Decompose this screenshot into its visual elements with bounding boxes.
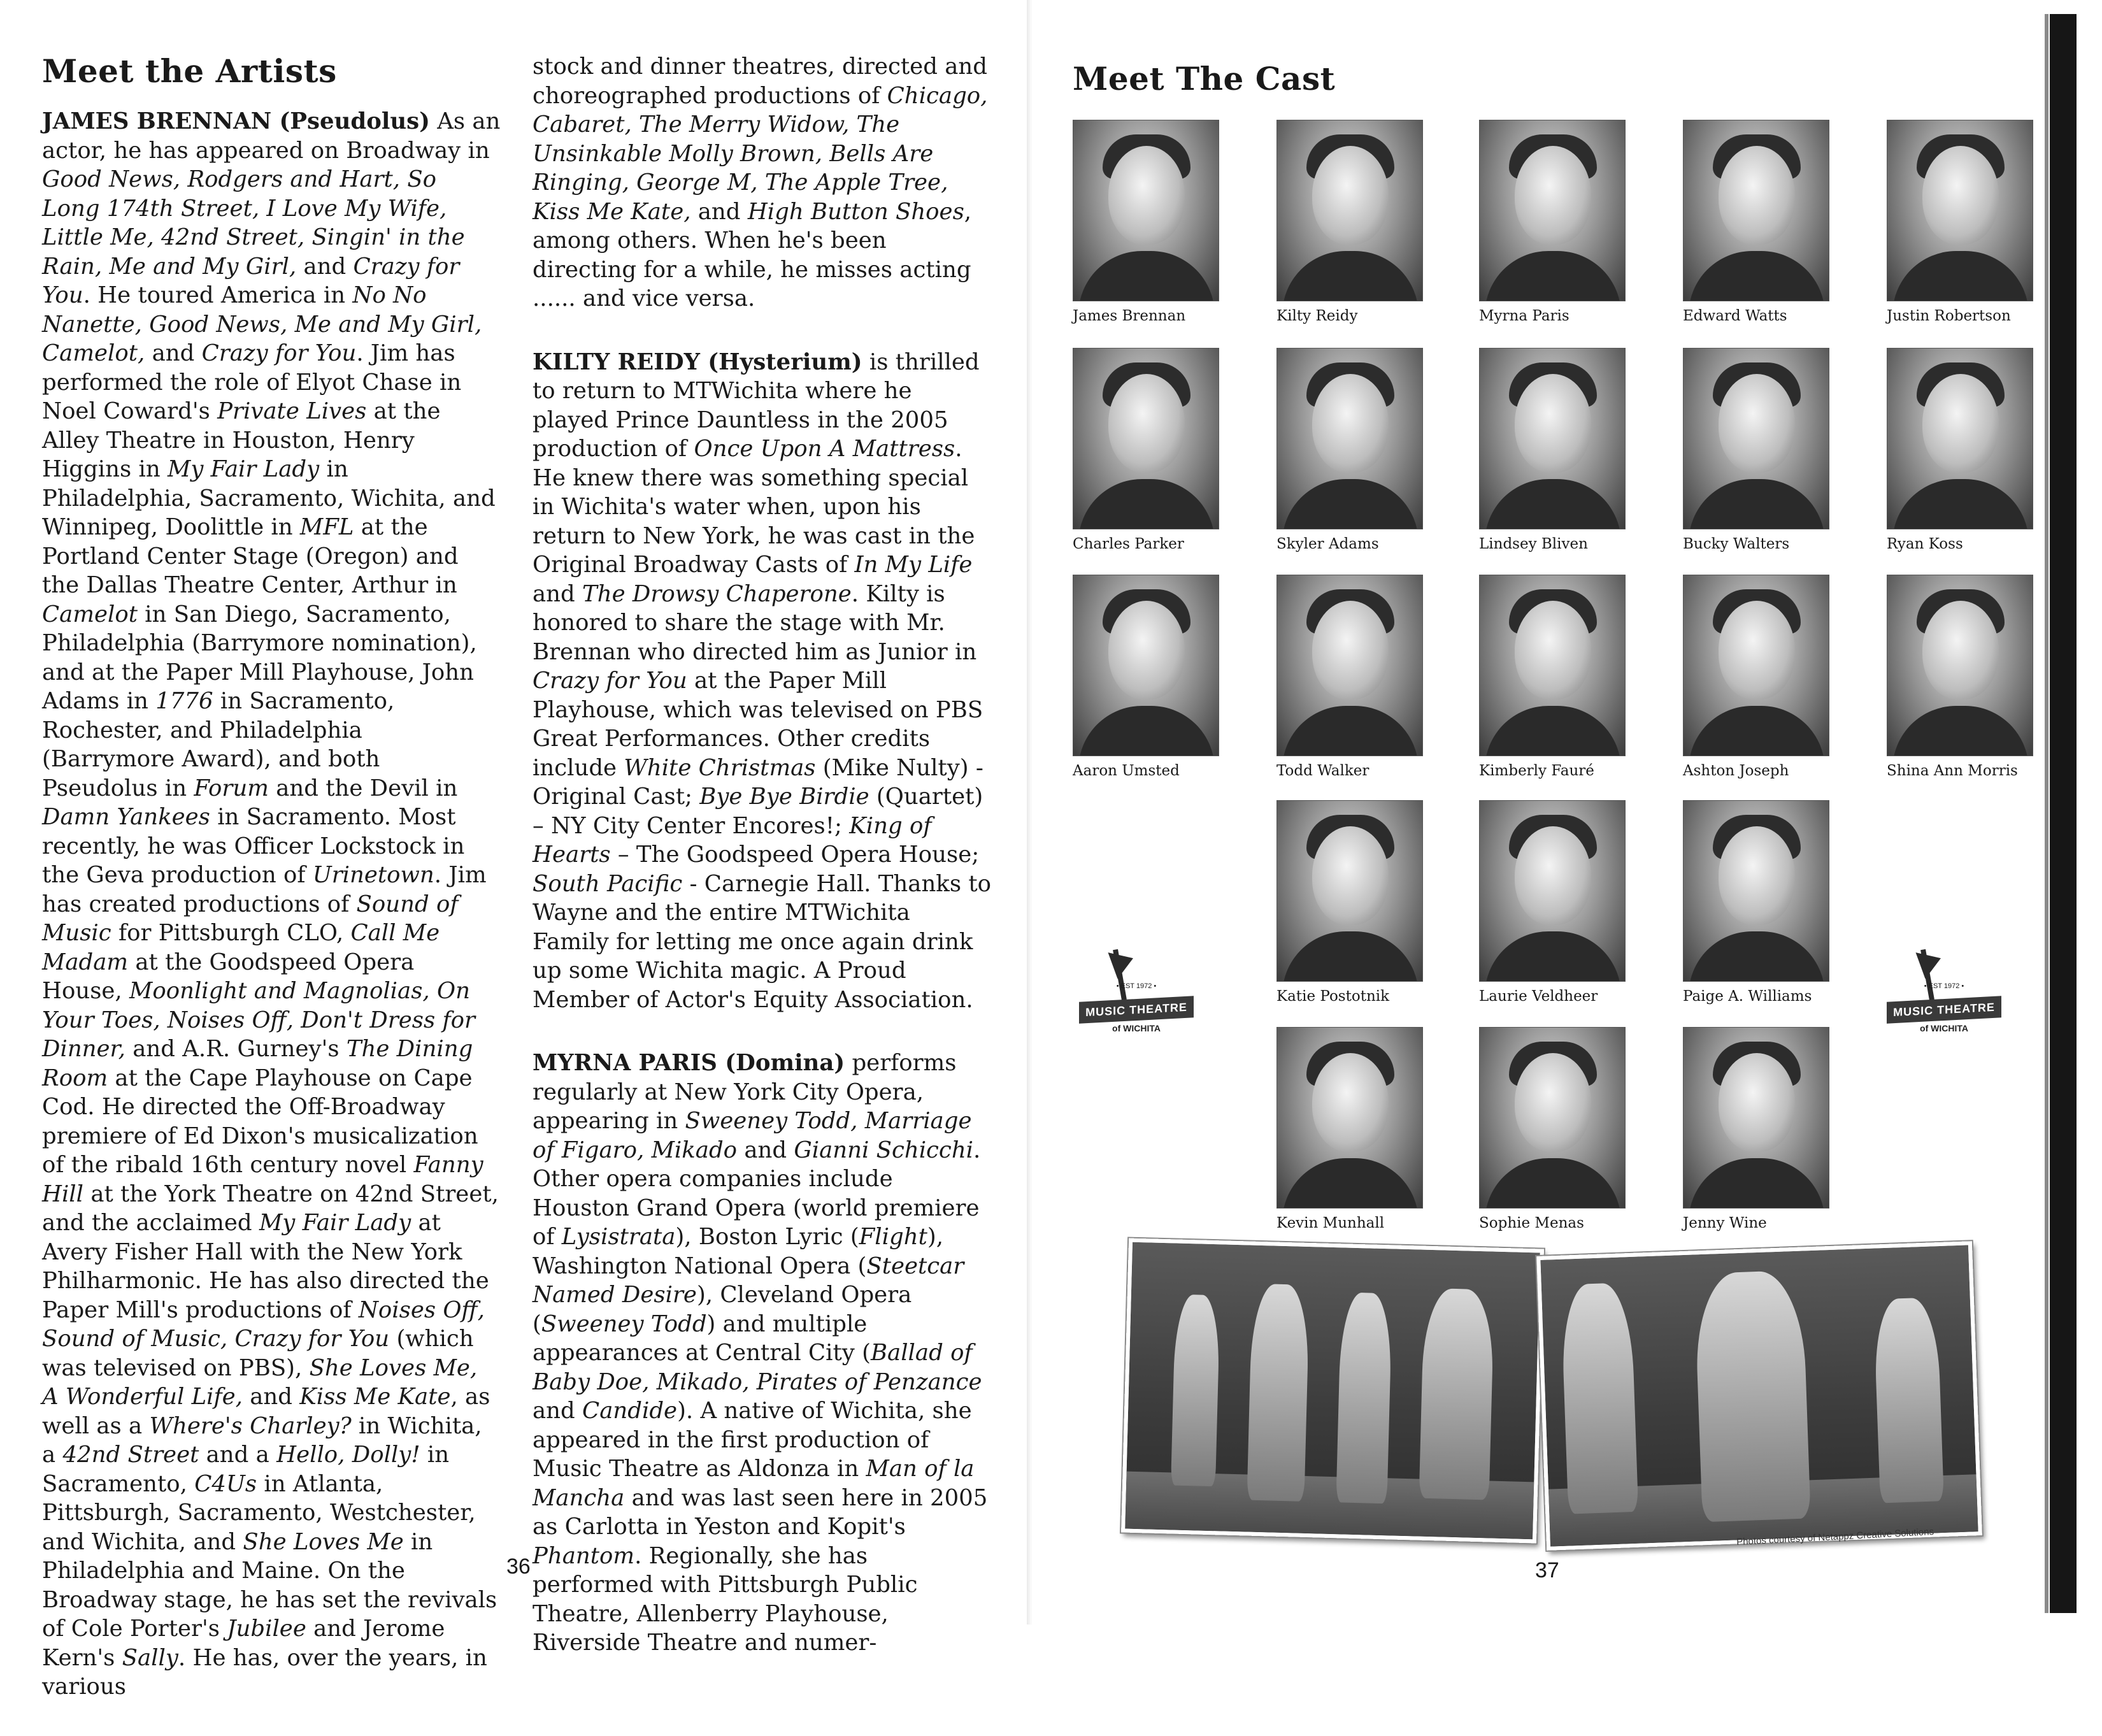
italic-title: She Loves Me	[243, 1528, 404, 1555]
cast-member-card	[1887, 348, 2033, 552]
bio-text: and	[690, 198, 748, 225]
cast-member-card	[1073, 120, 1219, 324]
bio-text: (Mike Nulty) - Original Cast;	[533, 754, 983, 810]
headshot-face	[1719, 1053, 1795, 1152]
italic-title: Good News, Rodgers and Hart, So Long 174th Street, I Love My Wife, Little Me, 42nd Street, Singin' in the Rain, Me and My Girl,	[42, 166, 465, 280]
cast-member-name: Charles Parker	[1073, 536, 1184, 552]
cast-member-name: Sophie Menas	[1479, 1215, 1584, 1231]
production-photo	[1536, 1241, 1982, 1551]
bio-text: is thrilled to return to MTWichita where he played Prince Dauntless in the 2005 production of	[533, 348, 980, 462]
headshot-face	[1515, 374, 1591, 473]
actor-figure	[1336, 1292, 1392, 1503]
cast-member-card	[1276, 1027, 1423, 1231]
cast-member-card	[1276, 575, 1423, 779]
bio-text: stock and dinner theatres, directed and choreographed productions of	[533, 54, 987, 109]
left-page	[0, 0, 1032, 1700]
cast-member-name: Ashton Joseph	[1683, 763, 1789, 779]
bio-text: and	[737, 1137, 794, 1163]
headshot-face	[1515, 146, 1591, 245]
cast-member-card	[1479, 1027, 1626, 1231]
cast-member-name: Edward Watts	[1683, 308, 1787, 324]
bio-text: at the Goodspeed Opera House,	[42, 949, 415, 1004]
bio-text: and A.R. Gurney's	[125, 1036, 347, 1062]
cast-member-name: Paige A. Williams	[1683, 988, 1812, 1005]
cast-member-card	[1276, 800, 1423, 1005]
cast-member-name: Myrna Paris	[1479, 308, 1569, 324]
bio-text: , among others. When he's been directing for a while, he misses acting ...... and vice versa.	[533, 198, 972, 312]
headshot-shoulders	[1689, 479, 1825, 529]
cast-member-card	[1276, 120, 1423, 324]
actor-figure	[1561, 1282, 1638, 1514]
italic-title: Sweeney Todd, Marriage of Figaro, Mikado	[533, 1108, 972, 1163]
italic-title: Camelot	[42, 601, 138, 628]
bio-text: in Atlanta, Pittsburgh, Sacramento, Westchester, and Wichita, and	[42, 1470, 476, 1555]
bio-text: in Philadelphia and Maine. On the Broadway stage, he has set the revivals of Cole Porter's	[42, 1528, 497, 1642]
actor-figure	[1694, 1270, 1811, 1523]
italic-title: Chicago, Cabaret, The Merry Widow, The Unsinkable Molly Brown, Bells Are Ringing, George M, The Apple Tree, Kiss Me Kate,	[533, 82, 988, 225]
italic-title: Candide	[582, 1398, 678, 1424]
actor-figure	[1247, 1284, 1310, 1502]
headshot-face	[1312, 601, 1389, 699]
actor-figure	[1873, 1297, 1944, 1503]
page-title: Meet The Cast	[1073, 60, 1336, 97]
headshot-shoulders	[1485, 1158, 1621, 1209]
headshot-face	[1108, 374, 1185, 473]
cast-member-card	[1479, 800, 1626, 1005]
page-number: 37	[1535, 1558, 1559, 1582]
italic-title: She Loves Me, A Wonderful Life,	[42, 1354, 478, 1410]
headshot-shoulders	[1078, 251, 1215, 301]
bio-text: As an actor, he has appeared on Broadway in	[42, 108, 501, 164]
italic-title: Call Me Madam	[42, 920, 440, 975]
italic-title: Urinetown	[312, 862, 434, 888]
headshot-photo	[1683, 348, 1829, 529]
bio-text: and a	[199, 1442, 277, 1468]
bio-text: ), Boston Lyric (	[675, 1224, 859, 1250]
bio-text: and	[145, 340, 202, 366]
bio-text: in Philadelphia, Sacramento, Wichita, and Winnipeg, Doolittle in	[42, 456, 496, 540]
italic-title: No No Nanette, Good News, Me and My Girl, Camelot,	[42, 282, 482, 366]
headshot-shoulders	[1078, 479, 1215, 529]
italic-title: Flight	[859, 1224, 927, 1250]
cast-member-name: Kilty Reidy	[1276, 308, 1358, 324]
bio-text: (Quartet) – NY City Center Encores!;	[533, 784, 983, 839]
cast-member-card	[1479, 120, 1626, 324]
bio-text: ). A native of Wichita, she appeared in the first production of Music Theatre as Aldonza in	[533, 1398, 972, 1482]
bio-text: . Other opera companies include Houston Grand Opera (world premiere of	[533, 1137, 981, 1250]
headshot-shoulders	[1485, 931, 1621, 982]
bio-text: . Kilty is honored to share the stage with Mr. Brennan who directed him as Junior in	[533, 580, 977, 665]
bio-text: . He has, over the years, in various	[42, 1644, 487, 1700]
headshot-photo	[1479, 575, 1626, 756]
actor-figure	[1171, 1295, 1220, 1487]
cast-member-name: Kevin Munhall	[1276, 1215, 1385, 1231]
page-edge	[2050, 14, 2077, 1613]
headshot-shoulders	[1282, 931, 1419, 982]
logo-flag	[1916, 945, 1946, 979]
bio-paragraph	[533, 348, 991, 1015]
italic-title: Ballad of Baby Doe, Mikado, Pirates of Penzance	[533, 1340, 982, 1395]
bio-text: – The Goodspeed Opera House;	[610, 842, 980, 868]
headshot-photo	[1073, 348, 1219, 529]
music-theatre-logo	[1887, 943, 2001, 1038]
headshot-shoulders	[1282, 706, 1419, 756]
headshot-shoulders	[1078, 706, 1215, 756]
bio-text: at the York Theatre on 42nd Street, and the acclaimed	[42, 1180, 499, 1236]
italic-title: Fanny Hill	[42, 1152, 483, 1207]
bio-text: at Avery Fisher Hall with the New York Philharmonic. He has also directed the Paper Mill's productions of	[42, 1210, 489, 1323]
bio-text: , as well as a	[42, 1384, 490, 1439]
italic-title: Phantom	[533, 1542, 635, 1569]
headshot-face	[1312, 146, 1389, 245]
production-photo	[1121, 1238, 1544, 1544]
bio-text: and was last seen here in 2005 as Carlotta in Yeston and Kopit's	[533, 1484, 988, 1540]
italic-title: Forum	[194, 775, 269, 801]
page-edge-shadow	[2045, 14, 2048, 1613]
headshot-shoulders	[1282, 1158, 1419, 1209]
bio-paragraph	[42, 107, 501, 1702]
italic-title: My Fair Lady	[167, 456, 320, 482]
text-column-2	[533, 52, 991, 1692]
bio-text: for Pittsburgh CLO,	[111, 920, 351, 946]
headshot-face	[1312, 1053, 1389, 1152]
italic-title: High Button Shoes	[747, 198, 964, 225]
bio-text: and	[533, 1398, 583, 1424]
headshot-photo	[1276, 120, 1423, 301]
cast-member-name: Skyler Adams	[1276, 536, 1379, 552]
headshot-face	[1515, 826, 1591, 925]
cast-member-card	[1479, 348, 1626, 552]
bio-text: . He knew there was something special in Wichita's water when, upon his return to New York, he was cast in the Original Broadway Casts of	[533, 436, 975, 578]
logo-ribbon: MUSIC THEATRE	[1079, 996, 1194, 1023]
cast-member-card	[1073, 348, 1219, 552]
italic-title: Gianni Schicchi	[794, 1137, 974, 1163]
headshot-photo	[1479, 120, 1626, 301]
italic-title: Crazy for You	[42, 253, 460, 308]
cast-member-card	[1073, 575, 1219, 779]
bio-text: ), Washington National Opera (	[533, 1224, 944, 1279]
right-page	[1032, 0, 2102, 1625]
headshot-shoulders	[1282, 479, 1419, 529]
italic-title: South Pacific	[533, 870, 683, 897]
cast-member-card	[1887, 120, 2033, 324]
italic-title: Once Upon A Mattress	[694, 436, 955, 462]
headshot-face	[1515, 1053, 1591, 1152]
cast-member-card	[1683, 1027, 1829, 1231]
italic-title: Hello, Dolly!	[276, 1442, 420, 1468]
italic-title: King of Hearts	[533, 812, 932, 868]
text-column-1	[42, 107, 501, 1736]
headshot-photo	[1887, 348, 2033, 529]
headshot-photo	[1887, 575, 2033, 756]
italic-title: Moonlight and Magnolias, On Your Toes, Noises Off, Don't Dress for Dinner,	[42, 978, 475, 1062]
bio-text: at the Paper Mill Playhouse, which was televised on PBS Great Performances. Other credits include	[533, 668, 983, 781]
bio-text: in Sacramento,	[42, 1442, 450, 1497]
headshot-face	[1719, 374, 1795, 473]
italic-title: C4Us	[194, 1470, 257, 1497]
music-theatre-logo	[1079, 943, 1194, 1038]
headshot-photo	[1683, 800, 1829, 982]
headshot-face	[1108, 146, 1185, 245]
headshot-face	[1922, 374, 1999, 473]
italic-title: Damn Yankees	[42, 804, 210, 830]
headshot-shoulders	[1892, 251, 2029, 301]
italic-title: White Christmas	[624, 754, 816, 781]
bio-heading: JAMES BRENNAN (Pseudolus)	[42, 108, 430, 134]
headshot-shoulders	[1485, 706, 1621, 756]
logo-ribbon: MUSIC THEATRE	[1887, 996, 2001, 1023]
headshot-face	[1108, 601, 1185, 699]
bio-text: . Jim has created productions of	[42, 862, 487, 917]
headshot-face	[1922, 601, 1999, 699]
bio-heading: KILTY REIDY (Hysterium)	[533, 348, 862, 375]
headshot-photo	[1073, 120, 1219, 301]
cast-member-name: Todd Walker	[1276, 763, 1369, 779]
bio-text: and	[296, 253, 354, 280]
headshot-shoulders	[1689, 1158, 1825, 1209]
italic-title: Crazy for You	[201, 340, 357, 366]
headshot-photo	[1479, 800, 1626, 982]
logo-est: • EST 1972 •	[1116, 982, 1157, 990]
headshot-photo	[1683, 1027, 1829, 1209]
actor-figure	[1419, 1288, 1495, 1500]
headshot-photo	[1073, 575, 1219, 756]
italic-title: 1776	[155, 688, 213, 714]
cast-member-card	[1683, 575, 1829, 779]
cast-member-card	[1683, 800, 1829, 1005]
italic-title: MFL	[299, 514, 354, 540]
cast-member-name: James Brennan	[1073, 308, 1186, 324]
bio-text: performs regularly at New York City Opera, appearing in	[533, 1050, 957, 1134]
cast-member-name: Bucky Walters	[1683, 536, 1790, 552]
bio-paragraph	[533, 1049, 991, 1658]
bio-text: . Regionally, she has performed with Pittsburgh Public Theatre, Allenberry Playhouse, Riverside Theatre and numer-	[533, 1542, 918, 1656]
headshot-photo	[1276, 575, 1423, 756]
cast-member-name: Lindsey Bliven	[1479, 536, 1588, 552]
headshot-shoulders	[1282, 251, 1419, 301]
headshot-photo	[1683, 575, 1829, 756]
headshot-shoulders	[1892, 706, 2029, 756]
bio-text: and the Devil in	[268, 775, 458, 801]
italic-title: Noises Off, Sound of Music, Crazy for You	[42, 1296, 485, 1352]
bio-text: ), Cleveland Opera (	[533, 1282, 912, 1337]
cast-member-name: Jenny Wine	[1683, 1215, 1767, 1231]
italic-title: Steetcar Named Desire	[533, 1252, 964, 1308]
page-number: 36	[506, 1554, 531, 1579]
cast-member-card	[1683, 348, 1829, 552]
cast-member-name: Justin Robertson	[1887, 308, 2011, 324]
headshot-face	[1312, 374, 1389, 473]
bio-heading: MYRNA PARIS (Domina)	[533, 1050, 845, 1076]
bio-paragraph	[533, 52, 991, 313]
headshot-shoulders	[1689, 931, 1825, 982]
italic-title: Man of la Mancha	[533, 1456, 975, 1511]
headshot-photo	[1276, 348, 1423, 529]
logo-sub: of WICHITA	[1112, 1023, 1161, 1033]
italic-title: Jubilee	[227, 1616, 306, 1642]
bio-text: ) and multiple appearances at Central City (	[533, 1310, 871, 1366]
bio-text: . Jim has performed the role of Elyot Chase in Noel Coward's	[42, 340, 462, 424]
headshot-face	[1922, 146, 1999, 245]
headshot-shoulders	[1485, 251, 1621, 301]
cast-member-name: Kimberly Fauré	[1479, 763, 1594, 779]
headshot-photo	[1683, 120, 1829, 301]
bio-text: in Sacramento. Most recently, he was Officer Lockstock in the Geva production of	[42, 804, 465, 888]
bio-text: . He toured America in	[83, 282, 353, 308]
italic-title: Private Lives	[217, 398, 367, 424]
headshot-face	[1312, 826, 1389, 925]
italic-title: Sally	[122, 1644, 178, 1671]
bio-text: and	[242, 1384, 300, 1410]
bio-text: and Jerome Kern's	[42, 1616, 445, 1671]
italic-title: Lysistrata	[561, 1224, 676, 1250]
cast-member-card	[1683, 120, 1829, 324]
italic-title: 42nd Street	[62, 1442, 199, 1468]
headshot-face	[1719, 146, 1795, 245]
cast-member-name: Aaron Umsted	[1073, 763, 1180, 779]
headshot-face	[1515, 601, 1591, 699]
italic-title: Where's Charley?	[149, 1412, 352, 1439]
headshot-face	[1719, 601, 1795, 699]
headshot-shoulders	[1892, 479, 2029, 529]
cast-member-name: Laurie Veldheer	[1479, 988, 1598, 1005]
headshot-photo	[1479, 1027, 1626, 1209]
bio-text: at the Cape Playhouse on Cape Cod. He directed the Off-Broadway premiere of Ed Dixon's musicalization of the ribald 16th century novel	[42, 1065, 478, 1178]
bio-text: and	[533, 580, 583, 607]
bio-text: in San Diego, Sacramento, Philadelphia (Barrymore nomination), and at the Paper Mill Playhouse, John Adams in	[42, 601, 477, 714]
logo-est: • EST 1972 •	[1924, 982, 1964, 990]
headshot-shoulders	[1689, 251, 1825, 301]
cast-member-card	[1887, 575, 2033, 779]
cast-member-card	[1479, 575, 1626, 779]
italic-title: Sweeney Todd	[541, 1310, 707, 1337]
bio-text: at the Alley Theatre in Houston, Henry Higgins in	[42, 398, 441, 482]
logo-sub: of WICHITA	[1920, 1023, 1968, 1033]
italic-title: My Fair Lady	[259, 1210, 411, 1236]
italic-title: Kiss Me Kate	[299, 1384, 451, 1410]
italic-title: Sound of Music	[42, 891, 459, 946]
headshot-photo	[1276, 1027, 1423, 1209]
bio-text: in Sacramento, Rochester, and Philadelphia (Barrymore Award), and both Pseudolus in	[42, 688, 395, 801]
cast-member-card	[1276, 348, 1423, 552]
headshot-shoulders	[1689, 706, 1825, 756]
logo-flag	[1108, 945, 1138, 979]
italic-title: Bye Bye Birdie	[699, 784, 869, 810]
bio-text: - Carnegie Hall. Thanks to Wayne and the entire MTWichita Family for letting me once again drink up some Wichita magic. A Proud Member of Actor's Equity Association.	[533, 870, 991, 1013]
page-title: Meet the Artists	[42, 52, 337, 90]
cast-member-name: Ryan Koss	[1887, 536, 1963, 552]
headshot-face	[1719, 826, 1795, 925]
bio-text: (which was televised on PBS),	[42, 1326, 474, 1381]
cast-member-name: Shina Ann Morris	[1887, 763, 2018, 779]
bio-text: at the Portland Center Stage (Oregon) and the Dallas Theatre Center, Arthur in	[42, 514, 459, 598]
italic-title: The Dining Room	[42, 1036, 473, 1091]
headshot-photo	[1479, 348, 1626, 529]
headshot-photo	[1276, 800, 1423, 982]
italic-title: Crazy for You	[533, 668, 687, 694]
cast-member-name: Katie Postotnik	[1276, 988, 1390, 1005]
headshot-shoulders	[1485, 479, 1621, 529]
italic-title: In My Life	[854, 552, 973, 578]
bio-text: in Wichita, a	[42, 1412, 482, 1468]
photo-credit: Photos courtesy of Netappz Creative Solutions	[1736, 1526, 1934, 1548]
italic-title: The Drowsy Chaperone	[582, 580, 852, 607]
headshot-photo	[1887, 120, 2033, 301]
